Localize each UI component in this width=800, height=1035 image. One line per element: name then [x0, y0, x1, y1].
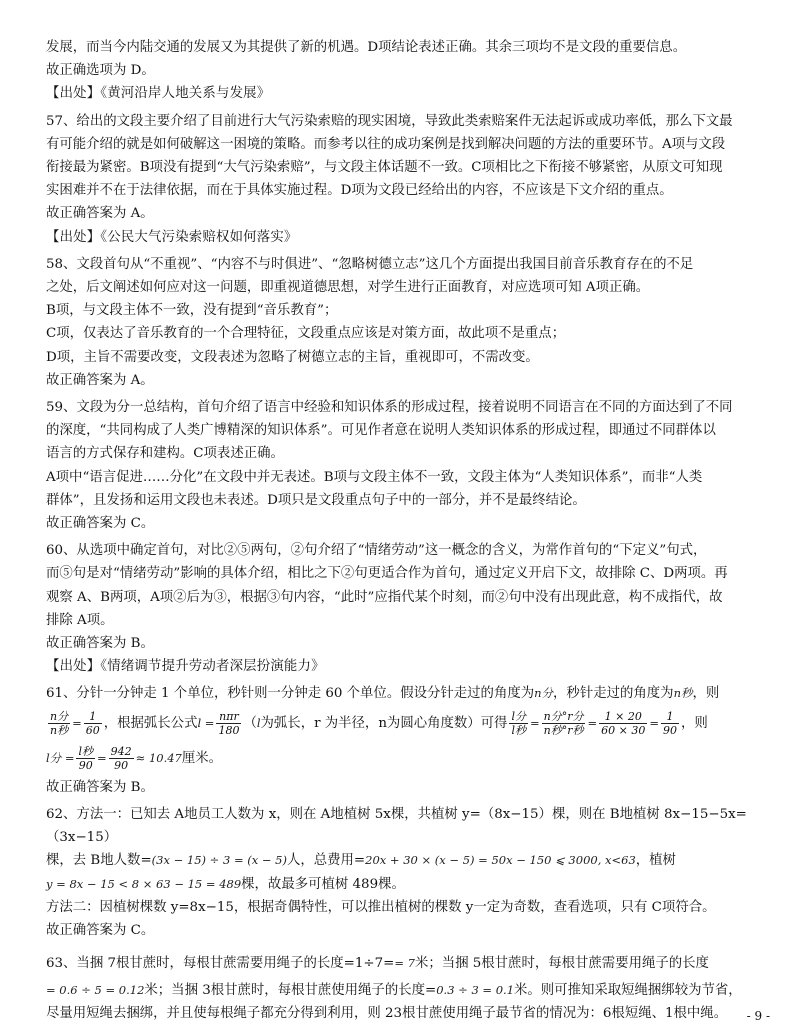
answer-line: 故正确答案为 B。	[46, 779, 154, 795]
text-line: y = 8x − 15 < 8 × 63 − 15 = 489棵，故最多可植树 489棵。	[46, 876, 405, 892]
text-line: 衔接最为紧密。B项没有提到“大气污染索赔”，与文段主体话题不一致。C项相比之下衔接不够紧密，从原文可知现	[46, 160, 723, 176]
text-span: ，秒针走过的角度为	[553, 686, 674, 702]
text-span: 61、分针一分钟走 1 个单位，秒针则一分钟走 60 个单位。假设分针走过的角度为	[46, 686, 535, 702]
answer-line: 故正确答案为 A。	[46, 372, 154, 388]
math-n-fen: n分	[534, 686, 554, 701]
fraction: $\frac{1 \times 20}{60 \times 30}$	[601, 709, 646, 737]
text-line: A项中“语言促进……分化”在文段中并无表述。B项与文段主体不一致，文段主体为“人类知识体系”，而非“人类	[46, 469, 703, 485]
text-line: B项，与文段主体不一致，没有提到“音乐教育”；	[46, 303, 338, 319]
fraction: $\frac{\text{n分}}{\text{n秒}}$	[50, 709, 69, 737]
text-line: 方法二：因植树棵数 y=8x−15，根据奇偶特性，可以推出植树的棵数 y一定为奇数，查看选项，只有 C项符合。	[46, 899, 716, 915]
text-line: 排除 A项。	[46, 612, 114, 628]
text-line: C项，仅表达了音乐教育的一个合理特征，文段重点应该是对策方面，故此项不是重点；	[46, 326, 566, 342]
document-page	[46, 36, 758, 1026]
fraction: $\frac{1}{90}$	[662, 709, 677, 737]
fraction: $\frac{\text{n分°r分}}{\text{n秒°r秒}}$	[543, 709, 584, 737]
source-line: 【出处】《情绪调节提升劳动者深层扮演能力》	[46, 659, 325, 675]
question-57: 57、给出的文段主要介绍了目前进行大气污染索赔的现实困境，导致此类索赔案件无法起诉或成功率低，那么下文最	[46, 113, 733, 129]
text-line: D项，主旨不需要改变，文段表述为忽略了树德立志的主旨，重视即可，不需改变。	[46, 349, 539, 365]
question-63: 63、当捆 7根甘蔗时，每根甘蔗需要用绳子的长度=1÷7== 7米；当捆 5根甘蔗时，每根甘蔗需要用绳子的长度	[46, 956, 709, 972]
fraction: $\frac{\text{l分}}{\text{l秒}}$	[511, 709, 526, 737]
question-62: 62、方法一：已知去 A地员工人数为 x，则在 A地植树 5x棵，共植树 y=（8x−15）棵，则在 B地植树 8x−15−5x=（3x−15）	[46, 806, 747, 846]
source-line: 【出处】《黄河沿岸人地关系与发展》	[46, 86, 271, 102]
text-span: ，则	[692, 686, 720, 702]
text-line: 尽量用短绳去捆绑，并且使每根绳子都充分得到利用，则 23根甘蔗使用绳子最节省的情况为：6根短绳、1根中绳。	[46, 1006, 728, 1022]
answer-line: 故正确答案为 C。	[46, 922, 155, 938]
text-line: 语言的方式保存和建构。C项表述正确。	[46, 446, 284, 462]
fraction: $\frac{\text{nπr}}{180}$	[218, 709, 240, 737]
formula-line: $\frac{\text{n分}}{\text{n秒}}$ = $\frac{1}{60}$ ，根据弧长公式l = $\frac{\text{nπr}}{180}$ （l为弧长，r 为半径，n为圆心角度数）可得 $\frac{\text{l分}}{\text{l秒}}$ = $\frac{\text{n分°r分}}{\text{n秒°r秒}}$ = $\frac{1 \times 20}{60 \times 30}$ = $\frac{1}{90}$ ，则	[50, 709, 708, 737]
fraction: $\frac{1}{60}$	[85, 709, 100, 737]
text-line: 群体”，且发扬和运用文段也未表述。D项只是文段重点句子中的一部分，并不是最终结论。	[46, 492, 586, 508]
text-line: 棵，去 B地人数=(3x − 15) ÷ 3 = (x − 5)人，总费用=20x + 30 × (x − 5) = 50x − 150 ⩽ 3000, x<63，植树	[46, 853, 676, 869]
text-line: 有可能介绍的就是如何破解这一困境的策略。而参考以往的成功案例是找到解决问题的方法的重要环节。A项与文段	[46, 136, 726, 152]
answer-line: 故正确答案为 A。	[46, 206, 154, 222]
question-60: 60、从选项中确定首句，对比②⑤两句，②句介绍了“情绪劳动”这一概念的含义，为常作首句的“下定义”句式，	[46, 543, 707, 559]
math-n-miao: n秒	[673, 686, 693, 701]
question-61	[46, 682, 758, 705]
text-line: 故正确选项为 D。	[46, 63, 155, 79]
text-line: 观察 A、B两项，A项②后为③，根据③句内容，“此时”应指代某个时刻，而②句中没有出现此意，构不成指代，故	[46, 589, 723, 605]
text-line: 实困难并不在于法律依据，而在于具体实施过程。D项为文段已经给出的内容，不应该是下文介绍的重点。	[46, 183, 673, 199]
text-line: 发展，而当今内陆交通的发展又为其提供了新的机遇。D项结论表述正确。其余三项均不是文段的重要信息。	[46, 40, 687, 55]
text-line: = 0.6 ÷ 5 = 0.12米；当捆 3根甘蔗时，每根甘蔗使用绳子的长度=0.3 ÷ 3 = 0.1米。则可推知采取短绳捆绑较为节省，	[46, 983, 742, 999]
fraction: $\frac{942}{90}$	[110, 744, 132, 772]
answer-line: 故正确答案为 B。	[46, 636, 154, 652]
text-line: 的深度，“共同构成了人类广博精深的知识体系”。可见作者意在说明人类知识体系的形成过程，即通过不同群体以	[46, 423, 716, 439]
question-59: 59、文段为分一总结构，首句介绍了语言中经验和知识体系的形成过程，接着说明不同语言在不同的方面达到了不同	[46, 400, 733, 416]
fraction: $\frac{\text{l秒}}{90}$	[78, 744, 94, 772]
formula-line: l分 = $\frac{\text{l秒}}{90}$ = $\frac{942}{90}$ ≈ 10.47厘米。	[46, 744, 223, 772]
text-line: 之处，后文阐述如何应对这一问题，即重视道德思想，对学生进行正面教育，对应选项可知 A项正确。	[46, 280, 650, 296]
page-number: - 9 -	[746, 1009, 770, 1023]
question-58: 58、文段首句从“不重视”、“内容不与时俱进”、“忽略树德立志”这几个方面提出我国目前音乐教育存在的不足	[46, 256, 694, 272]
source-line: 【出处】《公民大气污染索赔权如何落实》	[46, 229, 298, 245]
answer-line: 故正确答案为 C。	[46, 516, 155, 532]
text-line: 而⑤句是对“情绪劳动”影响的具体介绍，相比之下②句更适合作为首句，通过定义开启下文，故排除 C、D两项。再	[46, 566, 728, 582]
